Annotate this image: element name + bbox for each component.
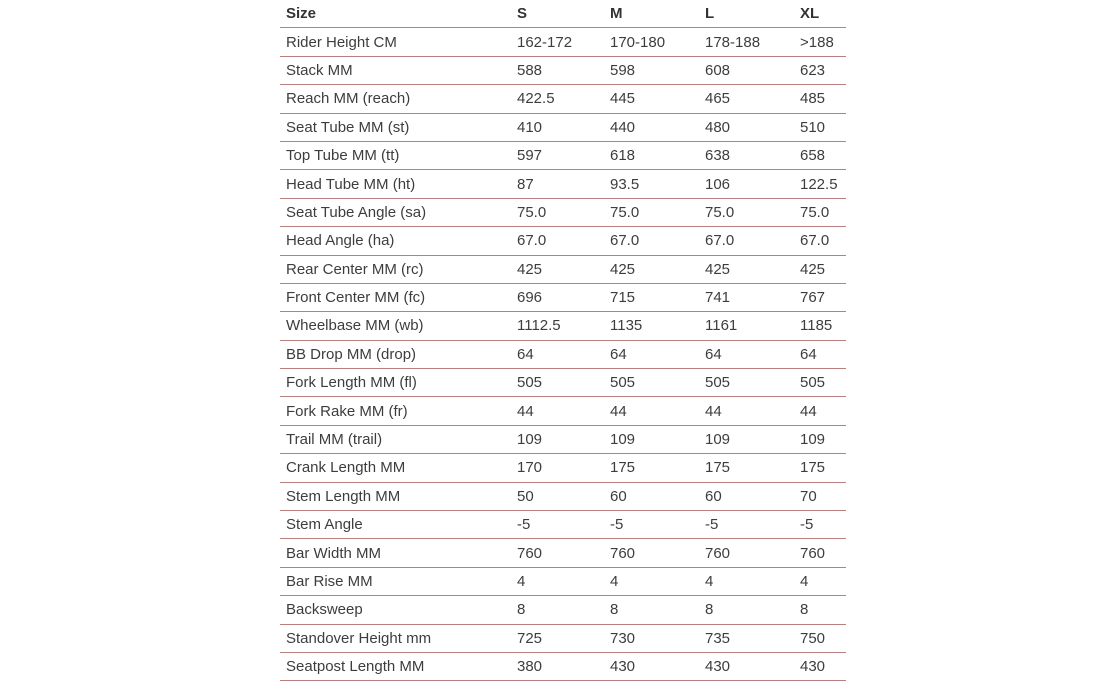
row-value: 760 bbox=[705, 539, 800, 567]
table-row bbox=[280, 28, 846, 56]
row-value: 430 bbox=[610, 652, 705, 680]
row-label: Bar Width MM bbox=[280, 539, 517, 567]
column-header-xl: XL bbox=[800, 0, 846, 28]
row-value: 1161 bbox=[705, 312, 800, 340]
table-row bbox=[280, 283, 846, 311]
row-value: -5 bbox=[705, 511, 800, 539]
row-value: 60 bbox=[705, 482, 800, 510]
row-value: 505 bbox=[610, 369, 705, 397]
row-value: 4 bbox=[517, 567, 610, 595]
row-value: 8 bbox=[705, 596, 800, 624]
row-label: Crank Length MM bbox=[280, 454, 517, 482]
row-value: 175 bbox=[800, 454, 846, 482]
row-value: 64 bbox=[705, 340, 800, 368]
row-value: 109 bbox=[610, 425, 705, 453]
geometry-table-container bbox=[280, 0, 846, 681]
row-value: 175 bbox=[610, 454, 705, 482]
row-value: 430 bbox=[705, 652, 800, 680]
row-value: 178-188 bbox=[705, 28, 800, 56]
row-value: 760 bbox=[517, 539, 610, 567]
table-row bbox=[280, 454, 846, 482]
row-value: 735 bbox=[705, 624, 800, 652]
row-value: 67.0 bbox=[705, 227, 800, 255]
row-value: 422.5 bbox=[517, 85, 610, 113]
table-row bbox=[280, 255, 846, 283]
row-label: Top Tube MM (tt) bbox=[280, 141, 517, 169]
column-header-l: L bbox=[705, 0, 800, 28]
row-value: 425 bbox=[517, 255, 610, 283]
row-label: Stack MM bbox=[280, 56, 517, 84]
header-row bbox=[280, 0, 846, 28]
row-value: 425 bbox=[800, 255, 846, 283]
row-label: Stem Length MM bbox=[280, 482, 517, 510]
table-row bbox=[280, 596, 846, 624]
row-label: Reach MM (reach) bbox=[280, 85, 517, 113]
row-value: 75.0 bbox=[610, 198, 705, 226]
row-value: -5 bbox=[800, 511, 846, 539]
row-label: Bar Rise MM bbox=[280, 567, 517, 595]
row-value: 4 bbox=[705, 567, 800, 595]
row-value: 767 bbox=[800, 283, 846, 311]
row-value: 1135 bbox=[610, 312, 705, 340]
row-value: 8 bbox=[610, 596, 705, 624]
row-label: Head Tube MM (ht) bbox=[280, 170, 517, 198]
row-value: 4 bbox=[800, 567, 846, 595]
table-row bbox=[280, 567, 846, 595]
geometry-table-header bbox=[280, 0, 846, 28]
row-value: 598 bbox=[610, 56, 705, 84]
row-value: 696 bbox=[517, 283, 610, 311]
row-value: 760 bbox=[800, 539, 846, 567]
row-value: 505 bbox=[517, 369, 610, 397]
table-row bbox=[280, 511, 846, 539]
row-value: 510 bbox=[800, 113, 846, 141]
row-label: Backsweep bbox=[280, 596, 517, 624]
row-label: Front Center MM (fc) bbox=[280, 283, 517, 311]
row-value: 60 bbox=[610, 482, 705, 510]
row-value: 1112.5 bbox=[517, 312, 610, 340]
column-header-s: S bbox=[517, 0, 610, 28]
row-label: Fork Length MM (fl) bbox=[280, 369, 517, 397]
table-row bbox=[280, 85, 846, 113]
row-value: 50 bbox=[517, 482, 610, 510]
row-label: Stem Angle bbox=[280, 511, 517, 539]
row-label: Rider Height CM bbox=[280, 28, 517, 56]
row-value: 67.0 bbox=[800, 227, 846, 255]
row-value: >188 bbox=[800, 28, 846, 56]
row-value: 750 bbox=[800, 624, 846, 652]
row-label: Fork Rake MM (fr) bbox=[280, 397, 517, 425]
row-value: 597 bbox=[517, 141, 610, 169]
row-value: 465 bbox=[705, 85, 800, 113]
row-value: 725 bbox=[517, 624, 610, 652]
row-value: 4 bbox=[610, 567, 705, 595]
table-row bbox=[280, 425, 846, 453]
row-value: 75.0 bbox=[705, 198, 800, 226]
table-row bbox=[280, 170, 846, 198]
row-value: 741 bbox=[705, 283, 800, 311]
row-value: 109 bbox=[517, 425, 610, 453]
row-value: 8 bbox=[800, 596, 846, 624]
row-label: Trail MM (trail) bbox=[280, 425, 517, 453]
row-label: Standover Height mm bbox=[280, 624, 517, 652]
row-value: 410 bbox=[517, 113, 610, 141]
row-value: 8 bbox=[517, 596, 610, 624]
table-row bbox=[280, 482, 846, 510]
geometry-table-body bbox=[280, 28, 846, 681]
row-value: 67.0 bbox=[517, 227, 610, 255]
column-header-m: M bbox=[610, 0, 705, 28]
table-row bbox=[280, 312, 846, 340]
row-value: 87 bbox=[517, 170, 610, 198]
row-value: 380 bbox=[517, 652, 610, 680]
row-value: 623 bbox=[800, 56, 846, 84]
row-value: 162-172 bbox=[517, 28, 610, 56]
row-value: 106 bbox=[705, 170, 800, 198]
row-label: Wheelbase MM (wb) bbox=[280, 312, 517, 340]
row-value: 64 bbox=[800, 340, 846, 368]
row-value: 44 bbox=[800, 397, 846, 425]
row-value: 440 bbox=[610, 113, 705, 141]
row-value: 109 bbox=[800, 425, 846, 453]
row-value: 175 bbox=[705, 454, 800, 482]
row-label: Seat Tube Angle (sa) bbox=[280, 198, 517, 226]
row-value: 44 bbox=[705, 397, 800, 425]
row-value: 170 bbox=[517, 454, 610, 482]
table-row bbox=[280, 369, 846, 397]
row-value: 425 bbox=[705, 255, 800, 283]
row-label: Rear Center MM (rc) bbox=[280, 255, 517, 283]
table-row bbox=[280, 141, 846, 169]
table-row bbox=[280, 113, 846, 141]
row-value: 588 bbox=[517, 56, 610, 84]
row-value: 170-180 bbox=[610, 28, 705, 56]
row-value: 730 bbox=[610, 624, 705, 652]
row-value: 430 bbox=[800, 652, 846, 680]
row-label: Head Angle (ha) bbox=[280, 227, 517, 255]
column-header-size: Size bbox=[280, 0, 517, 28]
table-row bbox=[280, 340, 846, 368]
row-label: Seat Tube MM (st) bbox=[280, 113, 517, 141]
row-value: 505 bbox=[705, 369, 800, 397]
row-value: 44 bbox=[610, 397, 705, 425]
row-value: 760 bbox=[610, 539, 705, 567]
row-value: 70 bbox=[800, 482, 846, 510]
row-value: 485 bbox=[800, 85, 846, 113]
row-value: 505 bbox=[800, 369, 846, 397]
table-row bbox=[280, 397, 846, 425]
row-value: 67.0 bbox=[610, 227, 705, 255]
row-value: 64 bbox=[610, 340, 705, 368]
row-value: 658 bbox=[800, 141, 846, 169]
row-value: 44 bbox=[517, 397, 610, 425]
row-label: Seatpost Length MM bbox=[280, 652, 517, 680]
row-value: 93.5 bbox=[610, 170, 705, 198]
table-row bbox=[280, 227, 846, 255]
row-value: 75.0 bbox=[800, 198, 846, 226]
row-label: BB Drop MM (drop) bbox=[280, 340, 517, 368]
row-value: 75.0 bbox=[517, 198, 610, 226]
row-value: 122.5 bbox=[800, 170, 846, 198]
row-value: 480 bbox=[705, 113, 800, 141]
table-row bbox=[280, 652, 846, 680]
row-value: 425 bbox=[610, 255, 705, 283]
row-value: 715 bbox=[610, 283, 705, 311]
row-value: 445 bbox=[610, 85, 705, 113]
table-row bbox=[280, 198, 846, 226]
row-value: 109 bbox=[705, 425, 800, 453]
row-value: 618 bbox=[610, 141, 705, 169]
row-value: 638 bbox=[705, 141, 800, 169]
row-value: -5 bbox=[517, 511, 610, 539]
table-row bbox=[280, 624, 846, 652]
row-value: 608 bbox=[705, 56, 800, 84]
table-row bbox=[280, 539, 846, 567]
row-value: -5 bbox=[610, 511, 705, 539]
geometry-table bbox=[280, 0, 846, 681]
row-value: 1185 bbox=[800, 312, 846, 340]
table-row bbox=[280, 56, 846, 84]
row-value: 64 bbox=[517, 340, 610, 368]
